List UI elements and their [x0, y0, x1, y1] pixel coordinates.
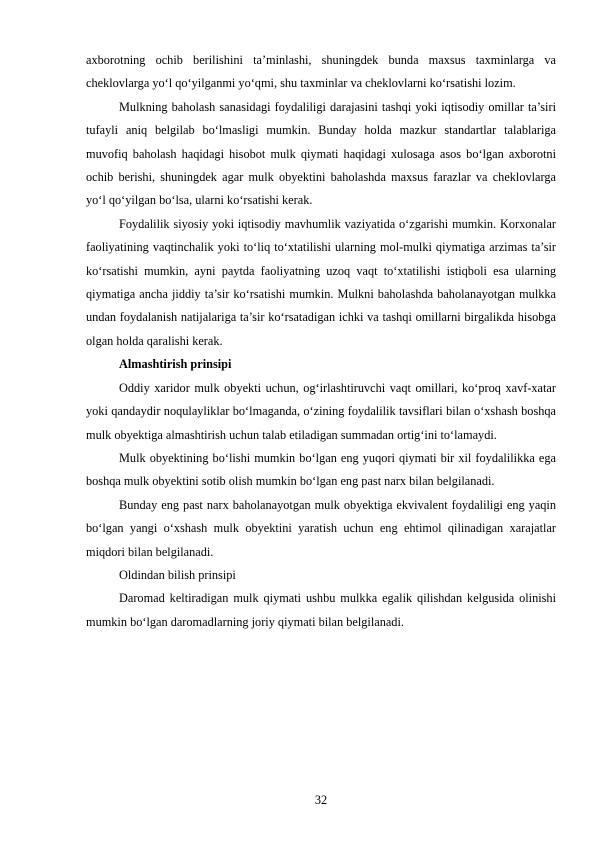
document-page [86, 49, 556, 634]
section-heading-substitution: Almashtirish prinsipi [119, 357, 232, 372]
paragraph-continuation: axborotning ochib berilishini ta’minlashi, shuningdek bunda maxsus taxminlarga va cheklovlarga yo‘l qo‘yilganmi yo‘qmi, shu taxminlar va cheklovlarni ko‘rsatishi lozim. [86, 53, 556, 91]
paragraph-utility-change: Foydalilik siyosiy yoki iqtisodiy mavhumlik vaziyatida o‘zgarishi mumkin. Korxonalar faoliyatining vaqtinchalik yoki to‘liq to‘xtatilishi ularning mol-mulki qiymatiga arzimas ta’sir ko‘rsatishi mumkin, ayni paytda faoliyatning uzoq vaqt to‘xtatilishi istiqboli esa ularning qiymatiga ancha jiddiy ta’sir ko‘rsatishi mumkin. Mulkni baholashda baholanayotgan mulkka undan foydalanish natijalariga ta’sir ko‘rsatadigan ichki va tashqi omillarni birgalikda hisobga olgan holda qaralishi kerak. [86, 216, 556, 348]
paragraph-lowest-price: Bunday eng past narx baholanayotgan mulk obyektiga ekvivalent foydaliligi eng yaqin bo‘lgan yangi o‘xshash mulk obyektini yaratish uchun eng ehtimol qilinadigan xarajatlar miqdori bilan belgilanadi. [86, 497, 556, 559]
paragraph-highest-value: Mulk obyektining bo‘lishi mumkin bo‘lgan eng yuqori qiymati bir xil foydalilikka ega boshqa mulk obyektini sotib olish mumkin bo‘lgan eng past narx bilan belgilanadi. [86, 450, 556, 489]
paragraph-buyer: Oddiy xaridor mulk obyekti uchun, og‘irlashtiruvchi vaqt omillari, ko‘proq xavf-xatar yoki qandaydir noqulayliklar bo‘lmaganda, o‘zining foydalilik tavsiflari bilan o‘xshash boshqa mulk obyektiga almashtirish uchun talab etiladigan summadan ortig‘ini to‘lamaydi. [86, 380, 556, 442]
page-number: 32 [314, 793, 328, 807]
paragraph-utility-date: Mulkning baholash sanasidagi foydaliligi darajasini tashqi yoki iqtisodiy omillar ta’siri tufayli aniq belgilab bo‘lmasligi mumkin. Bunday holda mazkur standartlar talablariga muvofiq baholash haqidagi hisobot mulk qiymati haqidagi xulosaga asos bo‘lgan axborotni ochib berishi, shuningdek agar mulk obyektini baholashda maxsus farazlar va cheklovlarga yo‘l qo‘yilgan bo‘lsa, ularni ko‘rsatishi kerak. [86, 99, 556, 208]
paragraph-income-value: Daromad keltiradigan mulk qiymati ushbu mulkka egalik qilishdan kelgusida olinishi mumkin bo‘lgan daromadlarning joriy qiymati bilan belgilanadi. [86, 591, 556, 629]
section-heading-anticipation: Oldindan bilish prinsipi [119, 567, 236, 582]
